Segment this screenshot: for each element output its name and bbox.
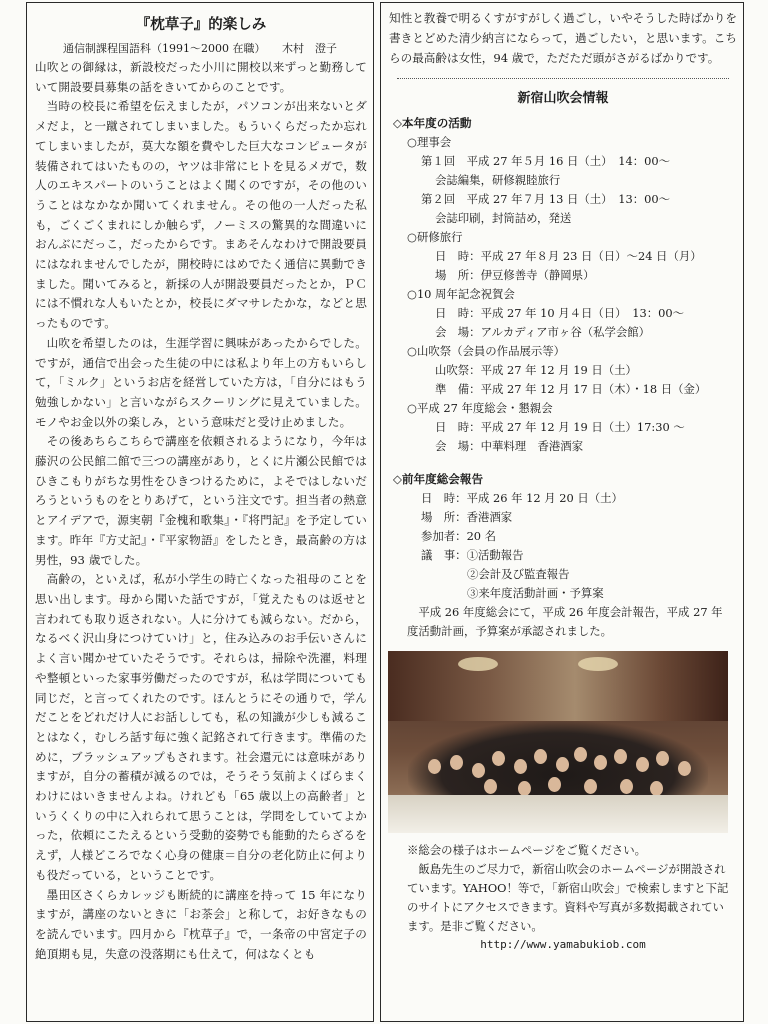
general-meeting-photo: [388, 651, 728, 833]
schedule-line: ②会計及び監査報告: [467, 567, 570, 582]
article-paragraph: 高齢の，といえば，私が小学生の時亡くなった祖母のことを思い出します。母から聞いた話ですが，「覚えたものは返せと言われても取り返されない。人に分けても減らない。だから，なるべく沢山身につけていけ」と，住み込みのお手伝いさんによく言い聞かせていたそうです。それらは，掃除や洗濯，料理や整頓といった家事労働だったのですが，私は学問についても同じだ，と言ってくれたのです。ほんとうにその通りで，学んだことをどれだけ人にお話ししても，私の知識が少しも減ることはなく，むしろ話す毎に強く記銘されて行きます。準備のために，ブラッシュアップもされます。社会還元には意味がありますが，自分の蓄積が減るのでは，そうそう気前よくばらまくわけにはいきませんよね。けれども「65 歳以上の高齢者」というくくりの中に入れられて思うことは，学問をしていてよかった，依頼にこたえるという受動的姿勢でも能動的たらざるをえず，人様どころでなく心身の健康＝自分の老化防止に何よりも役だっている，ということです。: [35, 572, 367, 882]
schedule-line: ○10 周年記念祝賀会: [407, 287, 515, 302]
article-continuation-text: 知性と教養で明るくすがすがしく過ごし，いやそうした時ばかりを書きとどめた清少納言にならって，過ごしたい，と思います。こちらの最高齢は女性，94 歳で，ただただ頭がさがるばかりです。: [389, 11, 737, 65]
homepage-url: http://www.yamabukiob.com: [480, 938, 646, 952]
article-continuation: [389, 9, 737, 68]
article-body: [35, 58, 367, 964]
info-column: [380, 2, 744, 1022]
schedule-line: 場 所：伊豆修善寺（静岡県）: [435, 268, 595, 283]
schedule-line: 会誌編集，研修親睦旅行: [435, 173, 561, 188]
article-paragraph: 墨田区さくらカレッジも断続的に講座を持って 15 年になりますが，講座のないときに「お茶会」と称して，お好きなものを読んでいます。四月から『枕草子』で，一条帝の中宮定子の絶頂期も見，失意の没落期にも仕えて，何はなくとも: [35, 887, 367, 961]
article-paragraph: 山吹を希望したのは，生涯学習に興味があったからでした。ですが，通信で出会った生徒の中には私より年上の方もいらして，「ミルク」というお店を経営していた方は，「自分にはもう勉強しかない」と言いながらスクーリングに見えていました。モノやお金以外の楽しみ，という意味だと受け止めました。: [35, 335, 367, 429]
article-paragraph: 当時の校長に希望を伝えましたが，パソコンが出来ないとダメだよ，と一蹴されてしまいました。もういくらだったか忘れてしまいましたが，莫大な額を費やした巨大なコンピュータが装備されてはいたものの，ヤツは非常にヒトを見るメガで，数人のエキスパートのいうことはよく聞くのですが，その他のいうことはなかなか聞いてくれません。その他の一人だった私も，ごくごくまれにしか触らず，ノーミスの驚異的な間違いにおんぶにだっこ，だったからです。まあそんなわけで開設要員にはなれませんでしたが，開校時にはめでたく通信に異動できました。聞いてみると，新採の人が開設要員だったとか，ＰＣには不慣れな人もいたとか，校長にダマサレたかな，などと思ったものです。: [35, 99, 367, 331]
schedule-line: 山吹祭：平成 27 年 12 月 19 日（土）: [435, 363, 637, 378]
article-column: [26, 2, 374, 1022]
report-list: [389, 489, 737, 603]
section-divider: [397, 78, 729, 79]
article-title: 『枕草子』的楽しみ: [135, 17, 267, 33]
schedule-line: 会 場：中華料理 香港酒家: [435, 439, 584, 454]
schedule-line: 日 時：平成 27 年 10 月４日（日） 13：00〜: [435, 306, 685, 321]
schedule-line: 日 時：平成 27 年 12 月 19 日（土）17:30 〜: [435, 420, 685, 435]
schedule-line: 第１回 平成 27 年５月 16 日（土） 14：00〜: [421, 154, 671, 169]
photo-wall: [388, 651, 728, 721]
info-title: 新宿山吹会情報: [517, 91, 609, 107]
report-heading: ◇前年度総会報告: [393, 472, 484, 487]
schedule-line: 準 備：平成 27 年 12 月 17 日（木）・18 日（金）: [435, 382, 707, 397]
article-byline: 通信制課程国語科（1991〜2000 在職） 木村 澄子: [63, 42, 337, 55]
photo-note: ※総会の様子はホームページをご覧ください。: [407, 843, 646, 858]
schedule-line: ○研修旅行: [407, 230, 463, 245]
report-summary: 平成 26 年度総会にて，平成 26 年度会計報告，平成 27 年度活動計画，予算案が承認されました。: [407, 605, 723, 639]
schedule-line: ③来年度活動計画・予算案: [467, 586, 604, 601]
schedule-line: 日 時：平成 26 年 12 月 20 日（土）: [421, 491, 623, 506]
activities-list: [389, 133, 737, 456]
activities-heading: ◇本年度の活動: [393, 116, 472, 131]
schedule-line: ○平成 27 年度総会・懇親会: [407, 401, 553, 416]
homepage-note: 飯島先生のご尽力で，新宿山吹会のホームページが開設されています。YAHOO！等で，「新宿山吹会」で検索しますと下記のサイトにアクセスできます。資料や写真が多数掲載されています。是非ご覧ください。: [407, 862, 729, 934]
article-paragraph: 山吹との御縁は，新設校だった小川に開校以来ずっと勤務していて開設要員募集の話をきいてからのことです。: [35, 60, 367, 94]
schedule-line: 議 事：①活動報告: [421, 548, 524, 563]
schedule-line: ○山吹祭（会員の作品展示等）: [407, 344, 566, 359]
schedule-line: 会 場：アルカディア市ヶ谷（私学会館）: [435, 325, 651, 340]
schedule-line: 参加者：20 名: [421, 529, 497, 544]
article-paragraph: その後あちらこちらで講座を依頼されるようになり，今年は藤沢の公民館二館で三つの講座があり，とくに片瀬公民館ではひきこもりがちな男性をひきつけるために，よそではしないだろうというものをとりあげて，という注文です。担当者の熱意とアイデアで，源実朝『金槐和歌集』・『将門記』を予定しています。昨年『方丈記』・『平家物語』をしたとき，最高齢の方は男性，93 歳でした。: [35, 434, 367, 567]
schedule-line: 日 時：平成 27 年８月 23 日（日）〜24 日（月）: [435, 249, 702, 264]
schedule-line: ○理事会: [407, 135, 452, 150]
photo-table: [388, 795, 728, 833]
schedule-line: 会誌印刷，封筒詰め，発送: [435, 211, 572, 226]
schedule-line: 第２回 平成 27 年７月 13 日（土） 13：00〜: [421, 192, 671, 207]
schedule-line: 場 所：香港酒家: [421, 510, 513, 525]
